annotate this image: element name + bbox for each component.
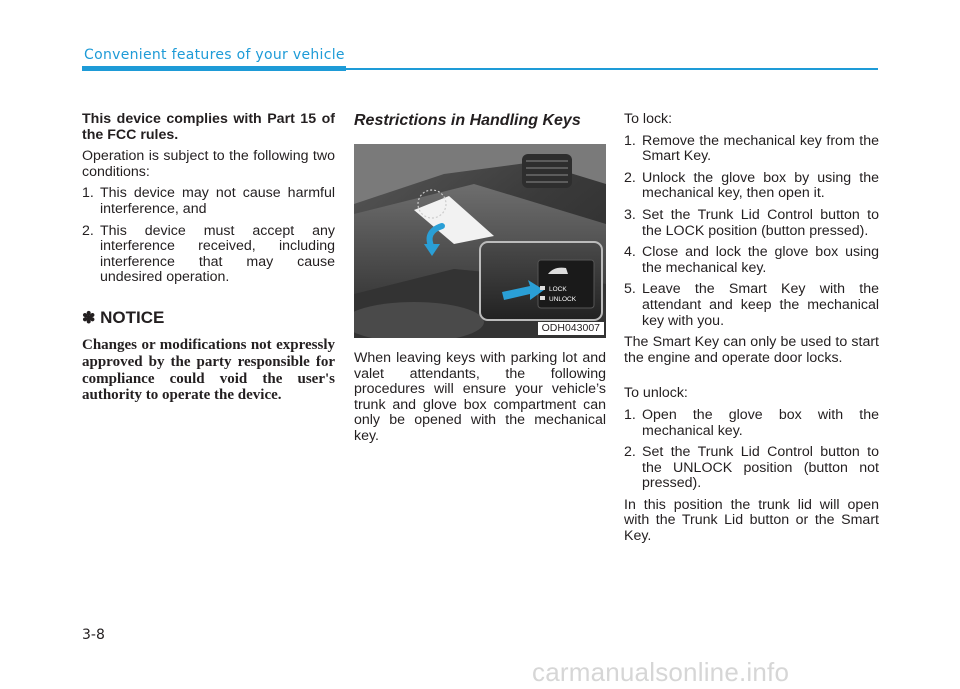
list-text: Set the Trunk Lid Control button to the UNLOCK position (button not pressed). [642,444,879,492]
valet-instructions: When leaving keys with parking lot and valet attendants, the following procedures will ensure your vehicle’s trunk and glove box compartment can only be opened with the mechanical key. [354,350,606,444]
list-text: This device may not cause harmful interference, and [100,185,335,217]
header-accent-bar [82,66,346,71]
smart-key-note: The Smart Key can only be used to start the engine and operate door locks. [624,334,879,366]
list-item [624,134,879,165]
conditions-intro: Operation is subject to the following two conditions: [82,148,335,180]
notice-title: NOTICE [100,307,165,327]
list-text: Remove the mechanical key from the Smart Key. [642,132,879,165]
notice-heading [82,308,335,329]
list-item [624,408,879,439]
list-number: 4. [624,244,636,261]
left-column [82,112,335,404]
figure-code: ODH043007 [538,322,604,335]
unlock-label: UNLOCK [549,296,577,303]
list-item [82,224,335,286]
list-item [624,208,879,239]
header-title: Convenient features of your vehicle [84,47,345,63]
notice-star-icon: ✽ [82,309,96,327]
list-number: 5. [624,281,636,298]
list-item [624,445,879,492]
list-number: 1. [82,185,94,202]
lock-steps-list [624,134,879,330]
glove-box-illustration [354,144,606,338]
air-vent [522,154,572,188]
list-number: 2. [82,222,94,239]
list-item [624,171,879,202]
list-number: 3. [624,206,636,223]
list-number: 2. [624,444,636,461]
trunk-note: In this position the trunk lid will open with the Trunk Lid button or the Smart Key. [624,496,879,545]
list-item [82,186,335,217]
glove-box-figure [354,144,606,338]
site-watermark: carmanualsonline.info [532,657,790,687]
trunk-lid-control-inset [480,242,602,320]
list-text: Close and lock the glove box using the mechanical key. [642,244,879,276]
list-text: Set the Trunk Lid Control button to the LOCK position (button pressed). [642,206,879,239]
section-heading: Restrictions in Handling Keys [354,112,581,129]
unlock-steps-list [624,408,879,492]
page-number: 3-8 [82,627,105,643]
list-item [624,282,879,329]
right-column [624,112,879,551]
list-text: Unlock the glove box by using the mechanical key, then open it. [642,169,879,202]
list-number: 1. [624,132,636,149]
list-number: 1. [624,406,636,423]
list-number: 2. [624,169,636,186]
conditions-list [82,186,335,286]
unlock-heading: To unlock: [624,385,688,402]
list-text: Open the glove box with the mechanical key. [642,406,879,439]
fcc-compliance-statement: This device complies with Part 15 of the FCC rules. [82,111,335,143]
lock-label: LOCK [549,286,567,293]
list-item [624,245,879,276]
notice-text: Changes or modifications not expressly approved by the party responsible for compliance could void the user's authority to operate the device. [82,336,335,404]
header-rule [346,68,878,70]
list-text: This device must accept any interference received, including interference that may cause undesired operation. [100,222,335,286]
lock-heading: To lock: [624,111,673,127]
middle-column [354,112,606,451]
list-text: Leave the Smart Key with the attendant and keep the mechanical key with you. [642,281,879,329]
